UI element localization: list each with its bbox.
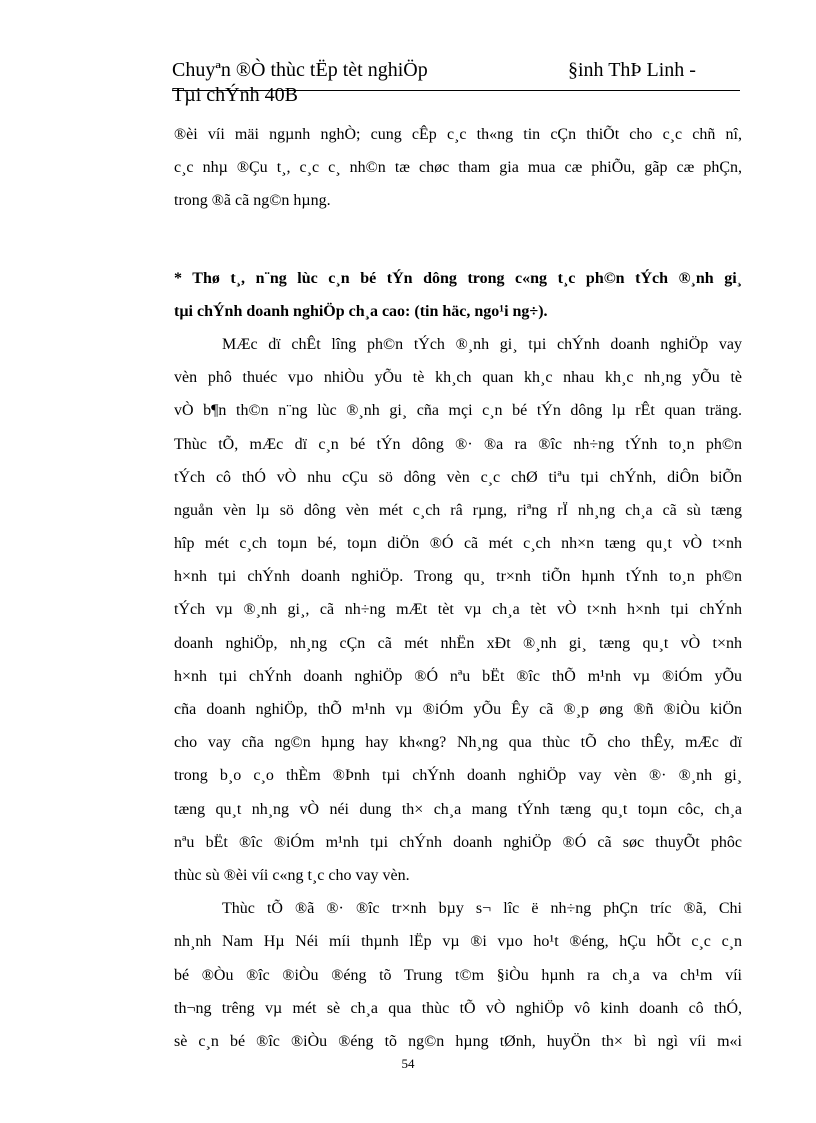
text-line: trong b¸o c¸o thÈm ®Þnh tµi chÝnh doanh nghiÖp vay vèn ®· ®¸nh gi¸ [174,767,742,785]
text-line: c¸c nhµ ®Çu t¸, c¸c c¸ nh©n tæ chøc tham gia mua cæ phiÕu, gãp cæ phÇn, [174,159,742,177]
header-divider [172,90,740,91]
text-line: nguån vèn lµ sö dông vèn mét c¸ch râ rµng, riªng rÏ nh¸ng ch¸a cã sù tæng [174,501,742,519]
text-line: Thùc tÕ, mÆc dï c¸n bé tÝn dông ®· ®a ra ®îc nh÷ng tÝnh to¸n ph©n [174,435,742,453]
header-author: §inh ThÞ Linh - [568,59,696,81]
header-title: Chuyªn ®Ò thùc tËp tèt nghiÖp [172,59,428,81]
text-line: vÒ b¶n th©n n¨ng lùc ®¸nh gi¸ cña mçi c¸n bé tÝn dông lµ rÊt quan träng. [174,402,742,420]
text-line: nh¸nh Nam Hµ Néi míi thµnh lËp vµ ®i vµo ho¹t ®éng, hÇu hÕt c¸c c¸n [174,933,742,951]
text-line: Thùc tÕ ®ã ®· ®îc tr×nh bµy s¬ lîc ë nh÷ng phÇn tríc ®ã, Chi [222,900,742,918]
text-line: tÝch vµ ®¸nh gi¸, cã nh÷ng mÆt tèt vµ ch¸a tèt vÒ t×nh h×nh tµi chÝnh [174,601,742,619]
heading-line: tµi chÝnh doanh nghiÖp ch¸a cao: (tin häc, ngo¹i ng÷). [174,302,548,320]
text-line: thùc sù ®èi víi c«ng t¸c cho vay vèn. [174,866,410,884]
text-line: vèn phô thuéc vµo nhiÒu yÕu tè kh¸ch quan kh¸c nhau kh¸c nh¸ng yÕu tè [174,369,742,387]
text-line: h×nh tµi chÝnh doanh nghiÖp. Trong qu¸ tr×nh tiÕn hµnh tÝnh to¸n ph©n [174,568,742,586]
text-line: cho vay cña ng©n hµng hay kh«ng? Nh¸ng qua thùc tÕ cho thÊy, mÆc dï [174,734,742,752]
text-line: tæng qu¸t nh¸ng vÒ néi dung th× ch¸a mang tÝnh tæng qu¸t toµn côc, ch¸a [174,800,742,818]
text-line: h×nh tµi chÝnh doanh nghiÖp ®Ó nªu bËt ®îc thÕ m¹nh vµ ®iÓm yÕu [174,667,742,685]
text-line: nªu bËt ®îc ®iÓm m¹nh tµi chÝnh doanh nghiÖp ®Ó cã søc thuyÕt phôc [174,833,742,851]
page-number: 54 [401,1056,415,1071]
text-line: cña doanh nghiÖp, thÕ m¹nh vµ ®iÓm yÕu Êy cã ®¸p øng ®ñ ®iÒu kiÖn [174,701,742,718]
text-line: hîp mét c¸ch toµn bé, toµn diÖn ®Ó cã mét c¸ch nh×n tæng qu¸t vÒ t×nh [174,535,742,553]
section-heading [174,262,742,328]
text-line: sè c¸n bé ®îc ®iÒu ®éng tõ ng©n hµng tØnh, huyÖn th× bì ngì víi m«i [174,1032,742,1050]
heading-line: * Thø t¸, n¨ng lùc c¸n bé tÝn dông trong c«ng t¸c ph©n tÝch ®¸nh gi¸ [174,269,742,287]
paragraph-intro [174,118,742,218]
header-class: Tµi chÝnh 40B [172,84,298,106]
text-line: MÆc dï chÊt lîng ph©n tÝch ®¸nh gi¸ tµi chÝnh doanh nghiÖp vay [222,335,742,353]
text-line: ®èi víi mäi ngµnh nghÒ; cung cÊp c¸c th«ng tin cÇn thiÕt cho c¸c chñ nî, [174,126,742,143]
text-line: trong ®ã cã ng©n hµng. [174,192,331,210]
text-line: tÝch cô thÓ vÒ nhu cÇu sö dông vèn c¸c chØ tiªu tµi chÝnh, diÔn biÕn [174,468,742,486]
text-line: th¬ng trêng vµ mét sè ch¸a qua thùc tÕ vÒ nghiÖp vô kinh doanh cô thÓ, [174,999,742,1017]
paragraph-analysis [174,328,742,892]
header-left [172,58,462,108]
page-body [174,118,742,1058]
text-line: doanh nghiÖp, nh¸ng cÇn cã mét nhËn xÐt ®¸nh gi¸ tæng qu¸t vÒ t×nh [174,634,742,652]
paragraph-gap [174,218,742,262]
text-line: bé ®Òu ®îc ®iÒu ®éng tõ Trung t©m §iÒu hµnh ra ch¸a va ch¹m víi [174,966,742,984]
paragraph-reality [174,892,742,1058]
